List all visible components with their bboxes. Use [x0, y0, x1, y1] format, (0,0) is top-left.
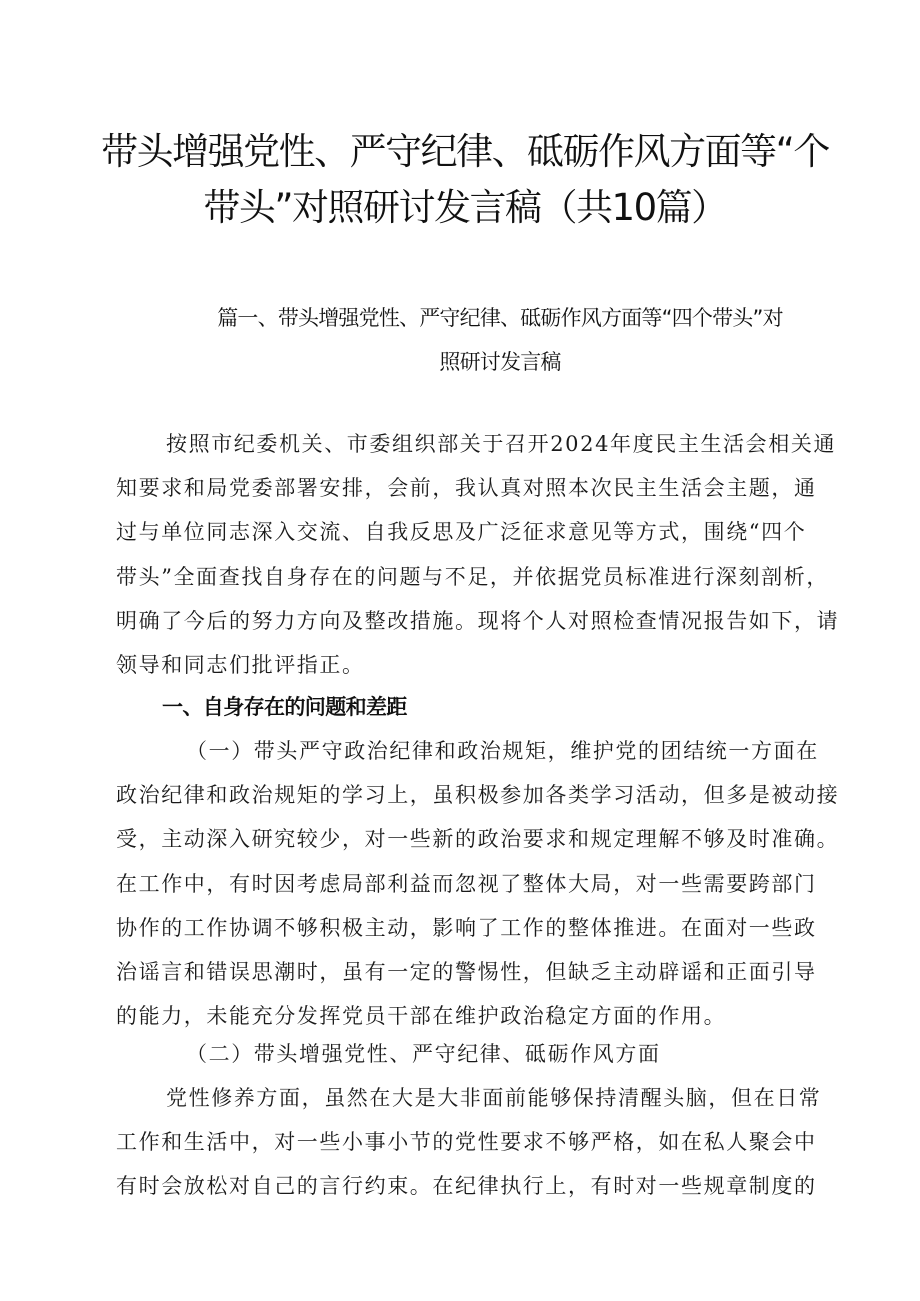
paragraph-line: 带头”全面查找自身存在的问题与不足，并依据党员标准进行深刻剖析，: [116, 564, 829, 589]
paragraph-line: 协作的工作协调不够积极主动，影响了工作的整体推进。在面对一些政: [116, 915, 817, 940]
paragraph-line: 按照市纪委机关、市委组织部关于召开2024年度民主生活会相关通: [166, 432, 837, 456]
subsection-2-heading: [116, 1032, 836, 1076]
paragraph-line: 领导和同志们批评指正。: [116, 653, 365, 678]
paragraph-line: 工作和生活中，对一些小事小节的党性要求不够严格，如在私人聚会中: [116, 1130, 817, 1155]
paragraph-line: （一）带头严守政治纪律和政治规矩，维护党的团结统一方面在: [186, 739, 819, 763]
paragraph-line: 政治纪律和政治规矩的学习上，虽积极参加各类学习活动，但多是被动接: [116, 783, 840, 808]
paragraph-line: 在工作中，有时因考虑局部利益而忽视了整体大局，对一些需要跨部门: [116, 871, 817, 896]
paragraph-line: （二）带头增强党性、严守纪律、砥砺作风方面: [186, 1042, 661, 1066]
paragraph-line: 的能力，未能充分发挥党员干部在维护政治稳定方面的作用。: [116, 1004, 727, 1029]
paragraph-line: 治谣言和错误思潮时，虽有一定的警惕性，但缺乏主动辟谣和正面引导: [116, 960, 817, 985]
subsection-1-paragraph: [116, 729, 840, 1038]
intro-paragraph: [116, 422, 840, 687]
paragraph-line: 知要求和局党委部署安排，会前，我认真对照本次民主生活会主题，通: [116, 476, 817, 501]
paragraph-line: 明确了今后的努力方向及整改措施。现将个人对照检查情况报告如下，请: [116, 608, 840, 633]
document-title-line-1: 带头增强党性、严守纪律、砥砺作风方面等“个: [101, 130, 829, 173]
paragraph-line: 受，主动深入研究较少，对一些新的政治要求和规定理解不够及时准确。: [116, 827, 840, 852]
section-title-line-2: 照研讨发言稿: [439, 350, 561, 374]
document-title: [95, 124, 835, 236]
heading-problems: 一、自身存在的问题和差距: [162, 695, 407, 719]
paragraph-line: 有时会放松对自己的言行约束。在纪律执行上，有时对一些规章制度的: [116, 1174, 817, 1199]
paragraph-line: 过与单位同志深入交流、自我反思及广泛征求意见等方式，围绕“四个: [116, 520, 807, 545]
party-paragraph: [116, 1076, 836, 1209]
paragraph-line: 党性修养方面，虽然在大是大非面前能够保持清醒头脑，但在日常: [166, 1086, 822, 1110]
section-title: [150, 296, 850, 384]
section-title-line-1: 篇一、带头增强党性、严守纪律、砥砺作风方面等“四个带头”对: [217, 306, 783, 330]
document-title-line-2: 带头”对照研讨发言稿（共10篇）: [203, 186, 727, 229]
